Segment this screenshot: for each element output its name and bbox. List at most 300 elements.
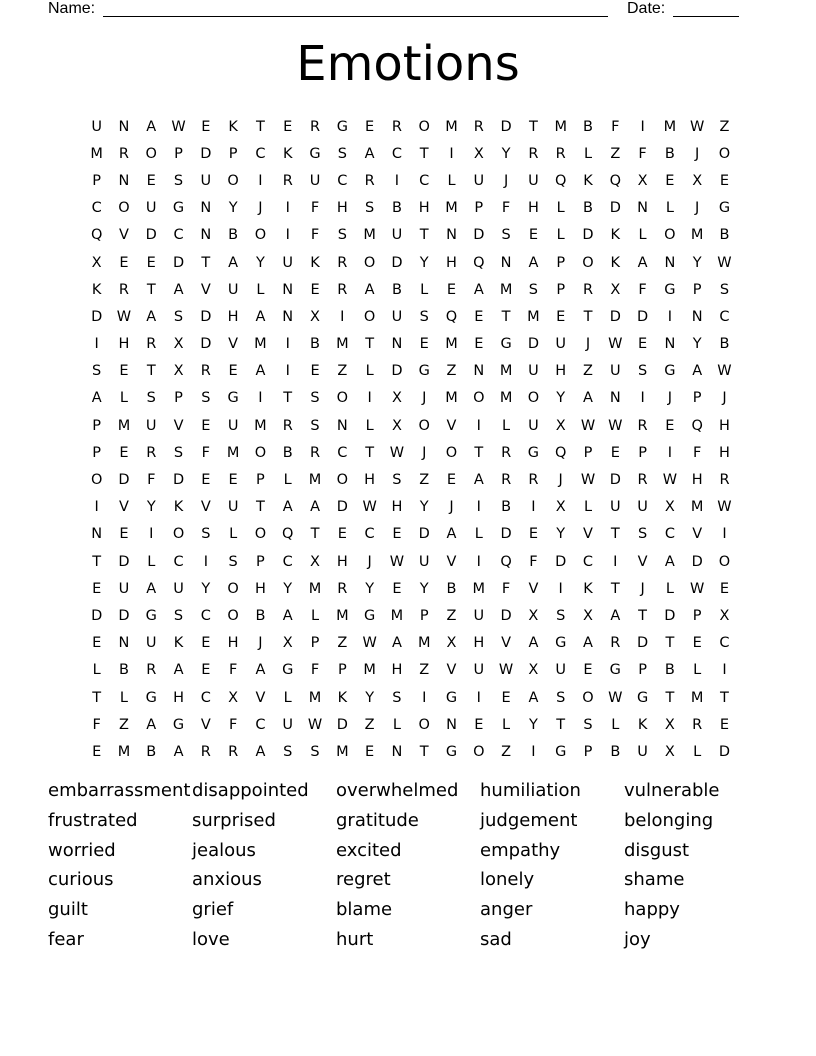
- grid-letter[interactable]: K: [282, 145, 293, 162]
- grid-letter[interactable]: L: [474, 526, 483, 543]
- grid-letter[interactable]: Q: [90, 227, 103, 244]
- grid-letter[interactable]: U: [227, 281, 239, 298]
- grid-letter[interactable]: I: [422, 689, 427, 706]
- grid-letter[interactable]: A: [282, 499, 293, 516]
- grid-letter[interactable]: B: [228, 227, 239, 244]
- grid-letter[interactable]: O: [582, 254, 594, 271]
- grid-letter[interactable]: H: [691, 472, 703, 489]
- grid-letter[interactable]: S: [392, 689, 402, 706]
- grid-letter[interactable]: P: [692, 390, 702, 407]
- grid-letter[interactable]: V: [228, 336, 239, 353]
- grid-letter[interactable]: C: [200, 607, 211, 624]
- grid-letter[interactable]: E: [146, 254, 156, 271]
- grid-letter[interactable]: N: [391, 336, 403, 353]
- grid-letter[interactable]: E: [610, 444, 620, 461]
- grid-letter[interactable]: O: [473, 743, 485, 760]
- grid-letter[interactable]: N: [200, 200, 212, 217]
- grid-letter[interactable]: N: [664, 254, 676, 271]
- grid-letter[interactable]: O: [418, 118, 430, 135]
- grid-letter[interactable]: R: [309, 118, 321, 135]
- grid-letter[interactable]: N: [609, 390, 621, 407]
- grid-letter[interactable]: I: [558, 580, 563, 597]
- grid-letter[interactable]: U: [145, 417, 157, 434]
- grid-letter[interactable]: R: [282, 172, 293, 189]
- grid-letter[interactable]: A: [583, 390, 593, 407]
- grid-letter[interactable]: B: [118, 662, 129, 679]
- grid-letter[interactable]: V: [637, 553, 648, 570]
- grid-letter[interactable]: E: [719, 172, 730, 189]
- grid-letter[interactable]: G: [363, 607, 376, 624]
- grid-letter[interactable]: O: [418, 417, 430, 434]
- grid-letter[interactable]: T: [665, 689, 675, 706]
- grid-letter[interactable]: F: [228, 662, 238, 679]
- grid-letter[interactable]: I: [640, 118, 645, 135]
- grid-letter[interactable]: E: [201, 118, 211, 135]
- grid-letter[interactable]: R: [501, 472, 512, 489]
- grid-letter[interactable]: U: [473, 607, 485, 624]
- grid-letter[interactable]: X: [664, 716, 675, 733]
- grid-letter[interactable]: P: [556, 281, 566, 298]
- grid-letter[interactable]: A: [583, 635, 593, 652]
- grid-letter[interactable]: P: [174, 390, 183, 407]
- grid-letter[interactable]: P: [692, 607, 702, 624]
- grid-letter[interactable]: X: [173, 363, 184, 380]
- grid-letter[interactable]: Q: [609, 172, 621, 189]
- grid-letter[interactable]: G: [227, 390, 239, 407]
- grid-letter[interactable]: L: [502, 716, 511, 733]
- grid-letter[interactable]: D: [527, 336, 539, 353]
- grid-letter[interactable]: D: [336, 499, 348, 516]
- grid-letter[interactable]: Y: [365, 689, 375, 706]
- grid-letter[interactable]: T: [528, 118, 538, 135]
- grid-letter[interactable]: J: [558, 472, 563, 489]
- grid-letter[interactable]: S: [173, 308, 184, 325]
- grid-letter[interactable]: U: [528, 363, 539, 380]
- grid-letter[interactable]: E: [665, 172, 675, 189]
- grid-letter[interactable]: V: [118, 227, 129, 244]
- grid-letter[interactable]: L: [365, 417, 374, 434]
- grid-letter[interactable]: K: [228, 118, 238, 135]
- grid-letter[interactable]: D: [664, 607, 676, 624]
- grid-letter[interactable]: Y: [419, 499, 429, 516]
- grid-letter[interactable]: O: [118, 200, 130, 217]
- grid-letter[interactable]: C: [664, 526, 675, 543]
- grid-letter[interactable]: U: [555, 662, 566, 679]
- grid-letter[interactable]: I: [531, 499, 536, 516]
- grid-letter[interactable]: D: [609, 200, 621, 217]
- grid-letter[interactable]: B: [391, 281, 402, 298]
- grid-letter[interactable]: S: [501, 227, 511, 244]
- grid-letter[interactable]: T: [92, 553, 102, 570]
- grid-letter[interactable]: D: [172, 254, 185, 271]
- grid-letter[interactable]: U: [145, 635, 157, 652]
- grid-letter[interactable]: R: [146, 444, 157, 461]
- grid-letter[interactable]: Z: [364, 716, 375, 733]
- grid-letter[interactable]: M: [226, 444, 240, 461]
- grid-letter[interactable]: J: [640, 580, 645, 597]
- grid-letter[interactable]: S: [201, 526, 211, 543]
- grid-letter[interactable]: S: [310, 390, 320, 407]
- grid-letter[interactable]: L: [392, 716, 401, 733]
- grid-letter[interactable]: L: [283, 689, 292, 706]
- grid-letter[interactable]: S: [556, 689, 566, 706]
- grid-letter[interactable]: S: [556, 607, 566, 624]
- grid-letter[interactable]: H: [118, 336, 130, 353]
- grid-letter[interactable]: X: [555, 417, 566, 434]
- grid-letter[interactable]: L: [420, 281, 429, 298]
- grid-letter[interactable]: R: [337, 254, 348, 271]
- grid-letter[interactable]: D: [91, 308, 103, 325]
- date-field-line[interactable]: [673, 16, 739, 17]
- grid-letter[interactable]: W: [362, 499, 377, 516]
- grid-letter[interactable]: M: [336, 607, 349, 624]
- grid-letter[interactable]: L: [119, 390, 128, 407]
- grid-letter[interactable]: E: [528, 526, 538, 543]
- grid-letter[interactable]: Y: [146, 499, 156, 516]
- grid-letter[interactable]: I: [476, 553, 481, 570]
- grid-letter[interactable]: I: [258, 172, 263, 189]
- grid-letter[interactable]: C: [419, 172, 430, 189]
- grid-letter[interactable]: N: [118, 118, 130, 135]
- grid-letter[interactable]: L: [119, 689, 128, 706]
- grid-letter[interactable]: F: [92, 716, 101, 733]
- grid-letter[interactable]: N: [118, 172, 130, 189]
- grid-letter[interactable]: N: [118, 635, 130, 652]
- grid-letter[interactable]: G: [172, 716, 185, 733]
- grid-letter[interactable]: Z: [446, 607, 457, 624]
- grid-letter[interactable]: W: [608, 417, 623, 434]
- grid-letter[interactable]: R: [528, 472, 539, 489]
- grid-letter[interactable]: O: [227, 172, 239, 189]
- grid-letter[interactable]: R: [501, 444, 512, 461]
- grid-letter[interactable]: E: [665, 417, 675, 434]
- grid-letter[interactable]: E: [392, 580, 402, 597]
- grid-letter[interactable]: J: [367, 553, 372, 570]
- grid-letter[interactable]: I: [285, 200, 290, 217]
- grid-letter[interactable]: C: [255, 145, 266, 162]
- grid-letter[interactable]: Z: [419, 472, 430, 489]
- grid-letter[interactable]: Q: [500, 553, 512, 570]
- grid-letter[interactable]: W: [580, 472, 596, 489]
- grid-letter[interactable]: D: [336, 716, 348, 733]
- grid-letter[interactable]: K: [610, 254, 621, 271]
- grid-letter[interactable]: M: [499, 363, 513, 380]
- grid-letter[interactable]: B: [610, 743, 621, 760]
- grid-letter[interactable]: K: [173, 499, 184, 516]
- grid-letter[interactable]: A: [146, 118, 157, 135]
- grid-letter[interactable]: T: [283, 390, 293, 407]
- grid-letter[interactable]: E: [201, 662, 211, 679]
- grid-letter[interactable]: Y: [365, 580, 375, 597]
- grid-letter[interactable]: E: [446, 281, 457, 298]
- grid-letter[interactable]: H: [719, 417, 730, 434]
- grid-letter[interactable]: G: [309, 145, 321, 162]
- grid-letter[interactable]: A: [310, 499, 320, 516]
- grid-letter[interactable]: B: [282, 444, 293, 461]
- grid-letter[interactable]: U: [118, 580, 130, 597]
- grid-letter[interactable]: M: [527, 308, 540, 325]
- grid-letter[interactable]: R: [391, 118, 402, 135]
- grid-letter[interactable]: I: [476, 417, 481, 434]
- grid-letter[interactable]: A: [473, 281, 484, 298]
- grid-letter[interactable]: U: [609, 363, 621, 380]
- grid-letter[interactable]: M: [363, 227, 376, 244]
- grid-letter[interactable]: S: [173, 172, 184, 189]
- grid-letter[interactable]: C: [719, 635, 730, 652]
- grid-letter[interactable]: D: [391, 363, 403, 380]
- grid-letter[interactable]: D: [500, 607, 512, 624]
- grid-letter[interactable]: Z: [446, 363, 457, 380]
- grid-letter[interactable]: M: [445, 200, 458, 217]
- grid-letter[interactable]: B: [664, 662, 675, 679]
- grid-letter[interactable]: A: [364, 145, 375, 162]
- grid-letter[interactable]: W: [389, 444, 405, 461]
- grid-letter[interactable]: A: [473, 472, 484, 489]
- grid-letter[interactable]: W: [362, 635, 377, 652]
- grid-letter[interactable]: R: [118, 145, 129, 162]
- grid-letter[interactable]: M: [117, 743, 131, 760]
- grid-letter[interactable]: V: [446, 417, 457, 434]
- grid-letter[interactable]: U: [173, 580, 184, 597]
- grid-letter[interactable]: C: [337, 172, 348, 189]
- grid-letter[interactable]: Z: [419, 662, 430, 679]
- grid-letter[interactable]: H: [227, 635, 239, 652]
- grid-letter[interactable]: F: [529, 553, 538, 570]
- grid-letter[interactable]: Z: [118, 716, 129, 733]
- grid-letter[interactable]: S: [201, 390, 211, 407]
- grid-letter[interactable]: B: [446, 580, 457, 597]
- grid-letter[interactable]: D: [691, 553, 703, 570]
- grid-letter[interactable]: I: [476, 499, 481, 516]
- grid-letter[interactable]: B: [719, 227, 730, 244]
- grid-letter[interactable]: I: [613, 553, 618, 570]
- grid-letter[interactable]: B: [583, 200, 593, 217]
- grid-letter[interactable]: Y: [228, 200, 238, 217]
- grid-letter[interactable]: E: [446, 472, 457, 489]
- grid-letter[interactable]: T: [419, 743, 429, 760]
- grid-letter[interactable]: U: [637, 499, 648, 516]
- grid-letter[interactable]: J: [258, 200, 263, 217]
- grid-letter[interactable]: G: [500, 336, 512, 353]
- grid-letter[interactable]: M: [690, 499, 704, 516]
- grid-letter[interactable]: W: [389, 553, 405, 570]
- grid-letter[interactable]: C: [200, 689, 211, 706]
- grid-letter[interactable]: V: [200, 281, 211, 298]
- grid-letter[interactable]: Q: [282, 526, 294, 543]
- grid-letter[interactable]: Z: [610, 145, 621, 162]
- grid-letter[interactable]: M: [499, 390, 513, 407]
- grid-letter[interactable]: T: [419, 227, 429, 244]
- grid-letter[interactable]: E: [419, 336, 429, 353]
- grid-letter[interactable]: H: [555, 363, 567, 380]
- grid-letter[interactable]: A: [528, 254, 539, 271]
- grid-letter[interactable]: L: [310, 607, 320, 624]
- grid-letter[interactable]: U: [609, 499, 621, 516]
- grid-letter[interactable]: Z: [501, 743, 512, 760]
- grid-letter[interactable]: M: [254, 336, 267, 353]
- grid-letter[interactable]: R: [282, 417, 293, 434]
- grid-letter[interactable]: M: [254, 417, 267, 434]
- grid-letter[interactable]: D: [145, 227, 157, 244]
- grid-letter[interactable]: Y: [556, 390, 566, 407]
- grid-letter[interactable]: E: [474, 336, 484, 353]
- grid-letter[interactable]: O: [718, 145, 731, 162]
- grid-letter[interactable]: T: [365, 336, 375, 353]
- grid-letter[interactable]: I: [149, 526, 154, 543]
- grid-letter[interactable]: G: [336, 118, 348, 135]
- grid-letter[interactable]: A: [528, 689, 539, 706]
- grid-letter[interactable]: M: [554, 118, 567, 135]
- grid-letter[interactable]: L: [665, 200, 674, 217]
- grid-letter[interactable]: W: [662, 472, 678, 489]
- grid-letter[interactable]: T: [146, 281, 156, 298]
- grid-letter[interactable]: L: [447, 172, 456, 189]
- grid-letter[interactable]: D: [555, 553, 567, 570]
- grid-letter[interactable]: U: [555, 336, 566, 353]
- grid-letter[interactable]: T: [256, 499, 265, 516]
- grid-letter[interactable]: K: [637, 716, 648, 733]
- grid-letter[interactable]: I: [640, 390, 645, 407]
- grid-letter[interactable]: X: [555, 499, 566, 516]
- grid-letter[interactable]: N: [446, 227, 457, 244]
- grid-letter[interactable]: H: [473, 635, 485, 652]
- grid-letter[interactable]: A: [282, 607, 293, 624]
- grid-letter[interactable]: J: [258, 635, 263, 652]
- grid-letter[interactable]: K: [173, 635, 184, 652]
- grid-letter[interactable]: X: [637, 172, 648, 189]
- grid-letter[interactable]: M: [336, 336, 349, 353]
- grid-letter[interactable]: U: [418, 553, 430, 570]
- grid-letter[interactable]: X: [310, 553, 320, 570]
- grid-letter[interactable]: X: [610, 281, 621, 298]
- grid-letter[interactable]: O: [145, 145, 157, 162]
- grid-letter[interactable]: R: [146, 336, 157, 353]
- grid-letter[interactable]: M: [117, 417, 131, 434]
- grid-letter[interactable]: U: [528, 417, 539, 434]
- grid-letter[interactable]: G: [418, 363, 430, 380]
- grid-letter[interactable]: O: [336, 472, 349, 489]
- grid-letter[interactable]: R: [200, 743, 211, 760]
- grid-letter[interactable]: J: [695, 200, 700, 217]
- grid-letter[interactable]: J: [422, 390, 427, 407]
- grid-letter[interactable]: L: [502, 417, 511, 434]
- grid-letter[interactable]: M: [445, 118, 458, 135]
- grid-letter[interactable]: I: [722, 526, 727, 543]
- grid-letter[interactable]: X: [719, 607, 730, 624]
- grid-letter[interactable]: G: [172, 200, 185, 217]
- grid-letter[interactable]: S: [310, 417, 320, 434]
- grid-letter[interactable]: E: [283, 118, 293, 135]
- grid-letter[interactable]: R: [200, 363, 211, 380]
- grid-letter[interactable]: E: [310, 281, 320, 298]
- grid-letter[interactable]: M: [90, 145, 103, 162]
- grid-letter[interactable]: L: [283, 472, 292, 489]
- grid-letter[interactable]: A: [255, 743, 266, 760]
- grid-letter[interactable]: D: [200, 145, 212, 162]
- grid-letter[interactable]: P: [228, 145, 238, 162]
- grid-letter[interactable]: I: [667, 308, 673, 325]
- grid-letter[interactable]: J: [667, 390, 673, 407]
- name-field-line[interactable]: [103, 16, 608, 17]
- grid-letter[interactable]: T: [556, 716, 566, 733]
- grid-letter[interactable]: J: [422, 444, 427, 461]
- grid-letter[interactable]: I: [394, 172, 400, 189]
- grid-letter[interactable]: W: [116, 308, 132, 325]
- grid-letter[interactable]: B: [719, 336, 730, 353]
- grid-letter[interactable]: E: [92, 580, 102, 597]
- grid-letter[interactable]: R: [692, 716, 703, 733]
- grid-letter[interactable]: L: [229, 526, 238, 543]
- grid-letter[interactable]: P: [310, 635, 320, 652]
- grid-letter[interactable]: J: [449, 499, 454, 516]
- grid-letter[interactable]: G: [145, 689, 157, 706]
- grid-letter[interactable]: Z: [337, 363, 348, 380]
- grid-letter[interactable]: I: [94, 499, 99, 516]
- grid-letter[interactable]: F: [501, 580, 511, 597]
- grid-letter[interactable]: Q: [691, 417, 703, 434]
- grid-letter[interactable]: L: [611, 716, 620, 733]
- grid-letter[interactable]: I: [285, 336, 290, 353]
- grid-letter[interactable]: E: [719, 716, 730, 733]
- grid-letter[interactable]: E: [119, 444, 129, 461]
- grid-letter[interactable]: D: [200, 308, 212, 325]
- grid-letter[interactable]: F: [693, 444, 702, 461]
- grid-letter[interactable]: W: [171, 118, 186, 135]
- grid-letter[interactable]: N: [691, 308, 703, 325]
- grid-letter[interactable]: E: [474, 308, 484, 325]
- grid-letter[interactable]: H: [446, 254, 457, 271]
- grid-letter[interactable]: C: [719, 308, 730, 325]
- grid-letter[interactable]: D: [609, 308, 621, 325]
- grid-letter[interactable]: B: [146, 743, 157, 760]
- grid-letter[interactable]: H: [527, 200, 539, 217]
- grid-letter[interactable]: H: [336, 200, 348, 217]
- grid-letter[interactable]: J: [695, 145, 700, 162]
- grid-letter[interactable]: G: [445, 743, 458, 760]
- grid-letter[interactable]: L: [693, 743, 702, 760]
- grid-letter[interactable]: P: [556, 254, 566, 271]
- grid-letter[interactable]: R: [309, 444, 321, 461]
- grid-letter[interactable]: O: [227, 580, 239, 597]
- grid-letter[interactable]: N: [664, 336, 676, 353]
- grid-letter[interactable]: F: [310, 662, 320, 679]
- grid-letter[interactable]: E: [365, 743, 375, 760]
- grid-letter[interactable]: N: [91, 526, 103, 543]
- grid-letter[interactable]: M: [417, 635, 431, 652]
- grid-letter[interactable]: T: [419, 145, 429, 162]
- grid-letter[interactable]: V: [501, 635, 512, 652]
- grid-letter[interactable]: E: [719, 580, 730, 597]
- grid-letter[interactable]: U: [282, 716, 294, 733]
- grid-letter[interactable]: D: [473, 227, 485, 244]
- grid-letter[interactable]: D: [609, 472, 621, 489]
- grid-letter[interactable]: G: [555, 743, 567, 760]
- grid-letter[interactable]: S: [392, 472, 402, 489]
- grid-letter[interactable]: O: [445, 444, 458, 461]
- grid-letter[interactable]: K: [91, 281, 102, 298]
- grid-letter[interactable]: V: [528, 580, 539, 597]
- grid-letter[interactable]: J: [585, 336, 591, 353]
- grid-letter[interactable]: F: [147, 472, 156, 489]
- grid-letter[interactable]: G: [445, 689, 458, 706]
- grid-letter[interactable]: K: [583, 580, 593, 597]
- grid-letter[interactable]: F: [501, 200, 511, 217]
- grid-letter[interactable]: M: [472, 580, 486, 597]
- grid-letter[interactable]: A: [146, 716, 157, 733]
- grid-letter[interactable]: O: [254, 526, 267, 543]
- grid-letter[interactable]: N: [446, 716, 457, 733]
- grid-letter[interactable]: I: [476, 689, 481, 706]
